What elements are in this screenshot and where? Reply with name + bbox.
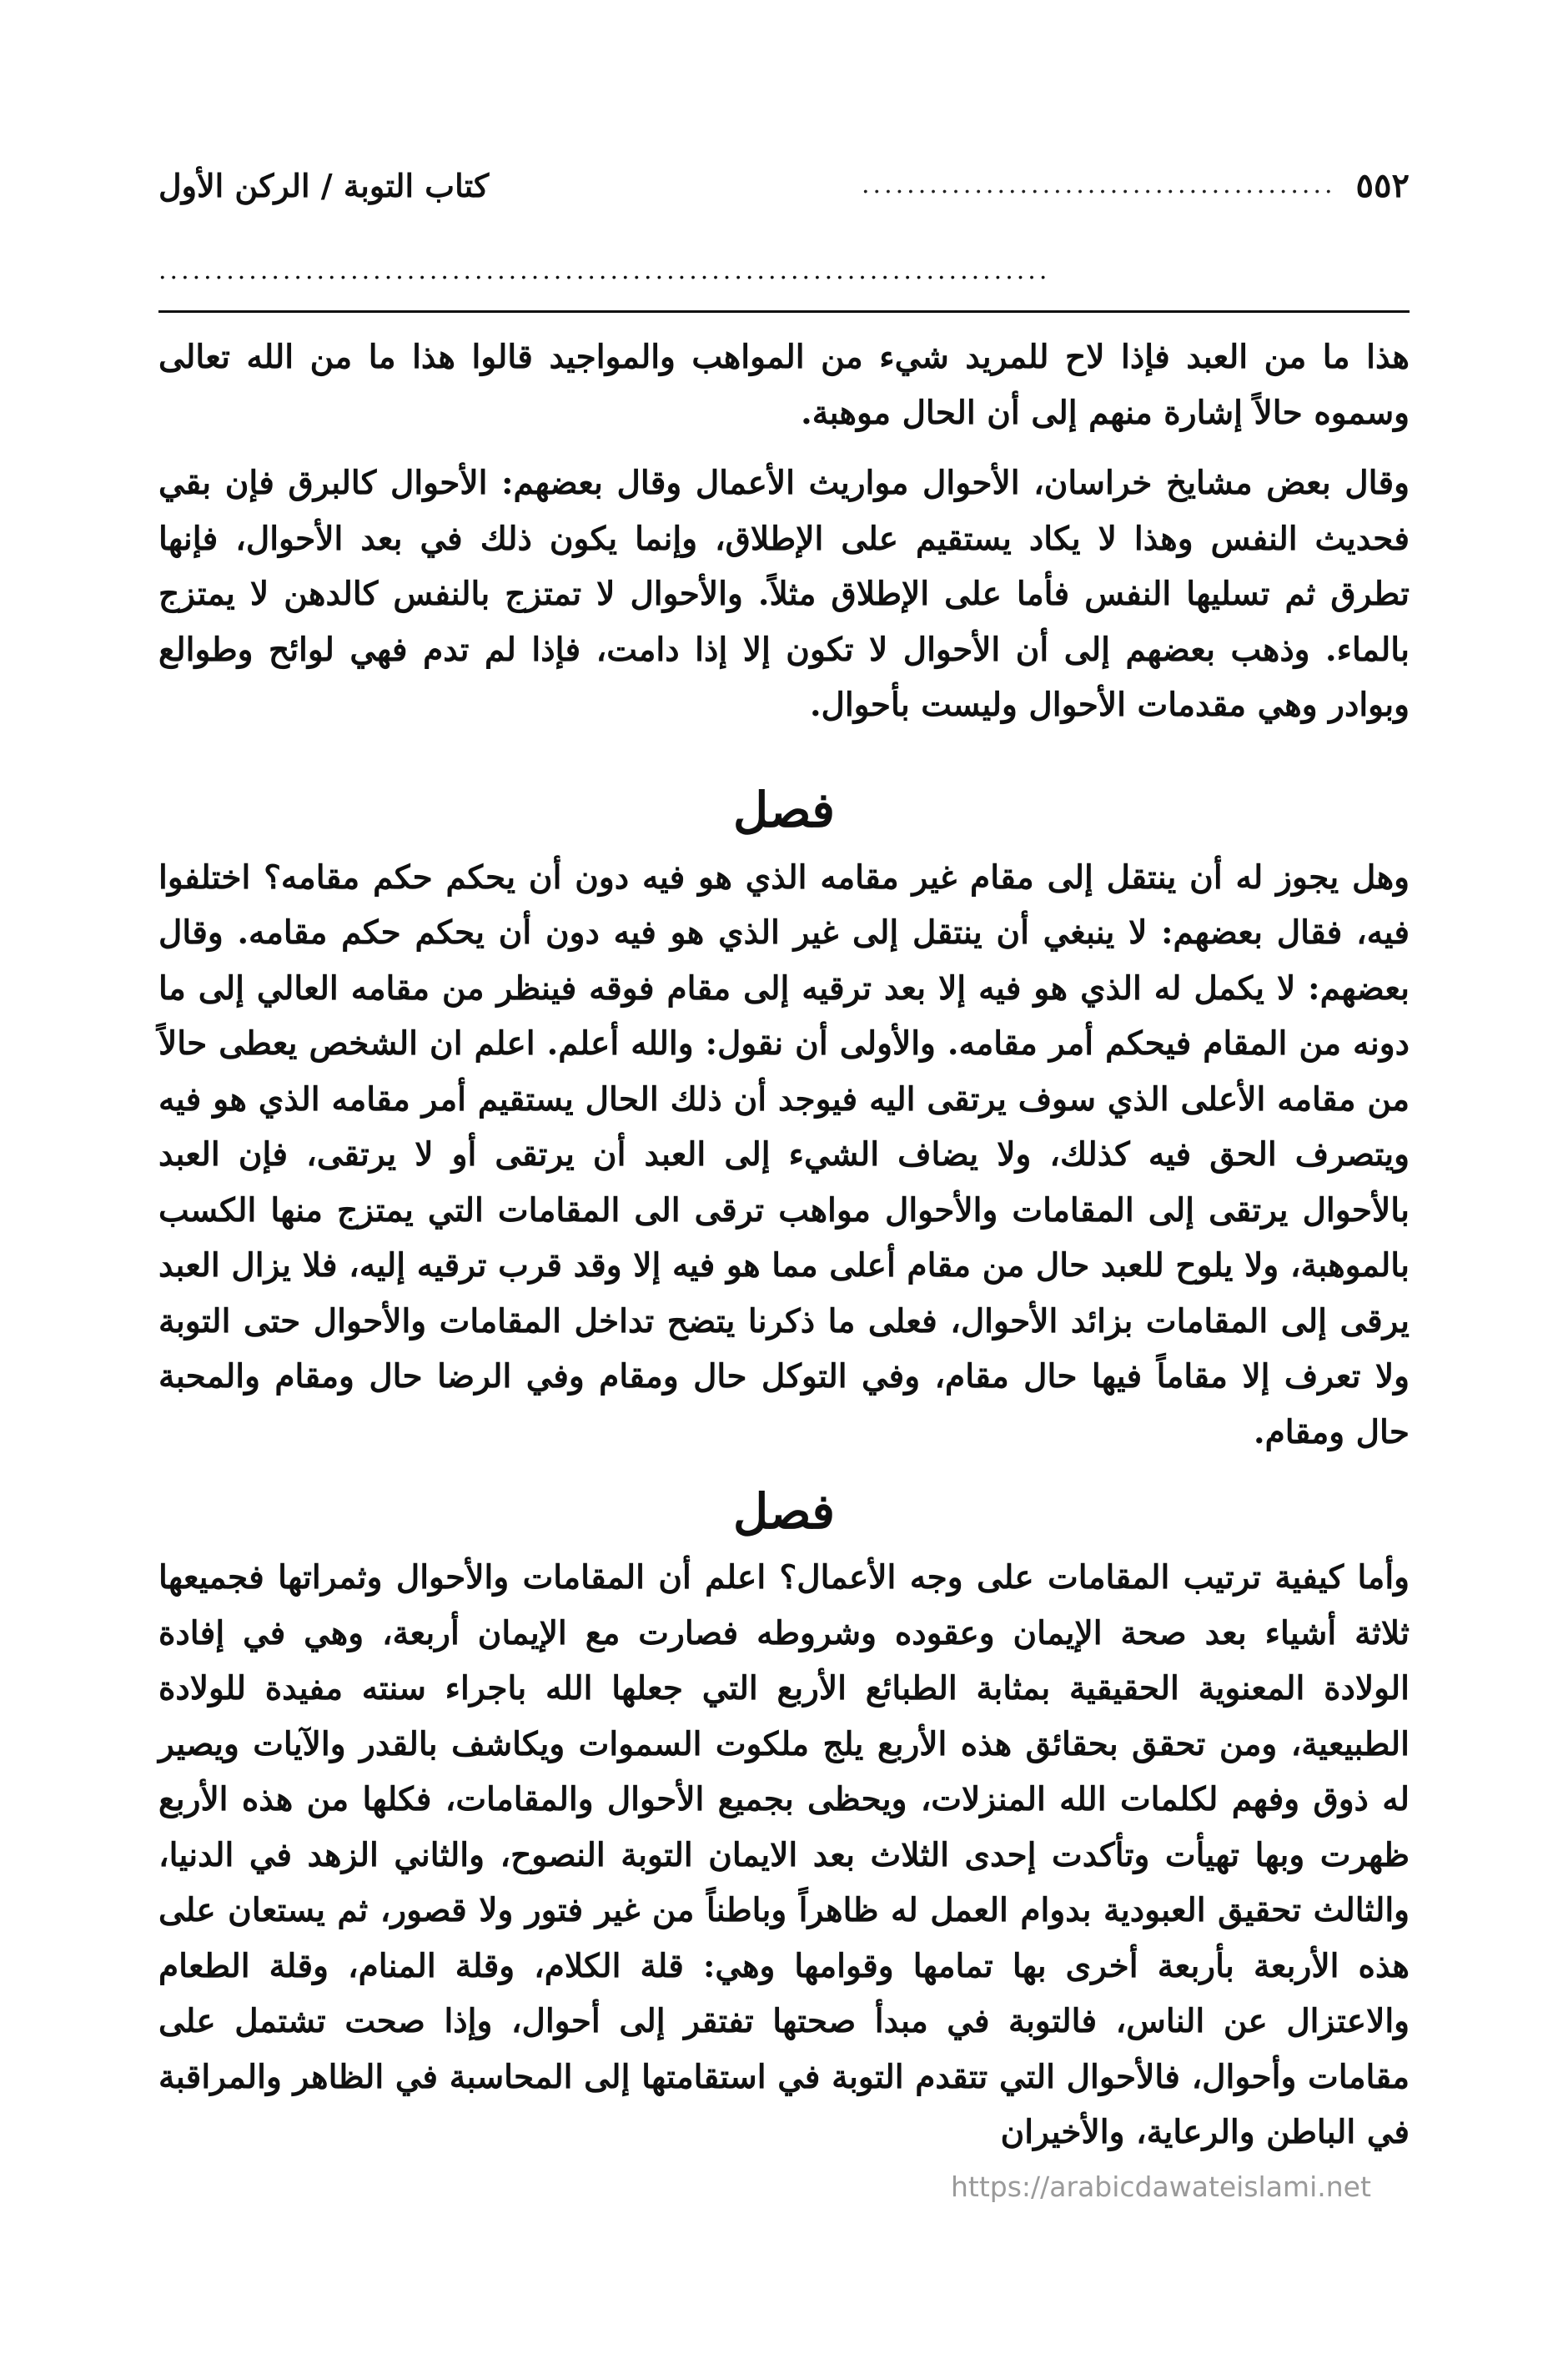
page-body: [158, 329, 1410, 2160]
section-heading-2: فصل: [733, 1483, 835, 1540]
section-heading-1: فصل: [733, 781, 835, 838]
paragraph-section-2: وأما كيفية ترتيب المقامات على وجه الأعمال؟ اعلم أن المقامات والأحوال وثمراتها فجميعها ثلاثة أشياء بعد صحة الإيمان وعقوده وشروطه فصارت مع الإيمان أربعة، وهي في إفادة الولادة المعنوية الحقيقية بمثابة الطبائع الأربع التي جعلها الله باجراء سنته مفيدة للولادة الطبيعية، ومن تحقق بحقائق هذه الأربع يلج ملكوت السموات ويكاشف بالقدر والآيات ويصير له ذوق وفهم لكلمات الله المنزلات، ويحظى بجميع الأحوال والمقامات، فكلها من هذه الأربع ظهرت وبها تهيأت وتأكدت إحدى الثلاث بعد الايمان التوبة النصوح، والثاني الزهد في الدنيا، والثالث تحقيق العبودية بدوام العمل له ظاهراً وباطناً من غير فتور ولا قصور، ثم يستعان على هذه الأربعة بأربعة أخرى بها تمامها وقوامها وهي: قلة الكلام، وقلة المنام، وقلة الطعام والاعتزال عن الناس، فالتوبة في مبدأ صحتها تفتقر إلى أحوال، وإذا صحت تشتمل على مقامات وأحوال، فالأحوال التي تتقدم التوبة في استقامتها إلى المحاسبة في الظاهر والمراقبة في الباطن والرعاية، والأخيران: [158, 1558, 1410, 2151]
running-head: [158, 160, 1410, 210]
paragraph-intro-1: هذا ما من العبد فإذا لاح للمريد شيء من المواهب والمواجيد قالوا هذا ما من الله تعالى وسموه حالاً إشارة منهم إلى أن الحال موهبة.: [158, 338, 1410, 432]
page-number: ٥٥٢: [1355, 165, 1410, 205]
paragraph-section-1: وهل يجوز له أن ينتقل إلى مقام غير مقامه الذي هو فيه دون أن يحكم حكم مقامه؟ اختلفوا فيه، فقال بعضهم: لا ينبغي أن ينتقل إلى غير الذي هو فيه دون أن يحكم حكم مقامه. وقال بعضهم: لا يكمل له الذي هو فيه إلا بعد ترقيه إلى مقام فوقه فينظر من مقامه العالي إلى ما دونه من المقام فيحكم أمر مقامه. والأولى أن نقول: والله أعلم. اعلم ان الشخص يعطى حالاً من مقامه الأعلى الذي سوف يرتقى اليه فيوجد أن ذلك الحال يستقيم أمر مقامه الذي هو فيه ويتصرف الحق فيه كذلك، ولا يضاف الشيء إلى العبد أن يرتقى أو لا يرتقى، فإن العبد بالأحوال يرتقى إلى المقامات والأحوال مواهب ترقى الى المقامات التي يمتزج منها الكسب بالموهبة، ولا يلوح للعبد حال من مقام أعلى مما هو فيه إلا وقد قرب ترقيه إليه، فلا يزال العبد يرقى إلى المقامات بزائد الأحوال، فعلى ما ذكرنا يتضح تداخل المقامات والأحوال حتى التوبة ولا تعرف إلا مقاماً فيها حال مقام، وفي التوكل حال ومقام وفي الرضا حال ومقام والمحبة حال ومقام.: [158, 858, 1410, 1451]
dotted-rule: ...............................................................................: [158, 259, 1051, 284]
running-title: كتاب التوبة / الركن الأول: [158, 166, 490, 204]
watermark-url: https://arabicdawateislami.net: [951, 2170, 1371, 2203]
header-leader-dots: ..........................................: [862, 173, 1336, 198]
header-rule: [158, 310, 1410, 313]
paragraph-intro-2: وقال بعض مشايخ خراسان، الأحوال مواريث الأعمال وقال بعضهم: الأحوال كالبرق فإن بقي فحديث النفس وهذا لا يكاد يستقيم على الإطلاق، وإنما يكون ذلك في بعد الأحوال، فإنها تطرق ثم تسليها النفس فأما على الإطلاق مثلاً. والأحوال لا تمتزج بالنفس كالدهن لا يمتزج بالماء. وذهب بعضهم إلى أن الأحوال لا تكون إلا إذا دامت، فإذا لم تدم فهي لوائح وطوالع وبوادر وهي مقدمات الأحوال وليست بأحوال.: [158, 464, 1410, 724]
